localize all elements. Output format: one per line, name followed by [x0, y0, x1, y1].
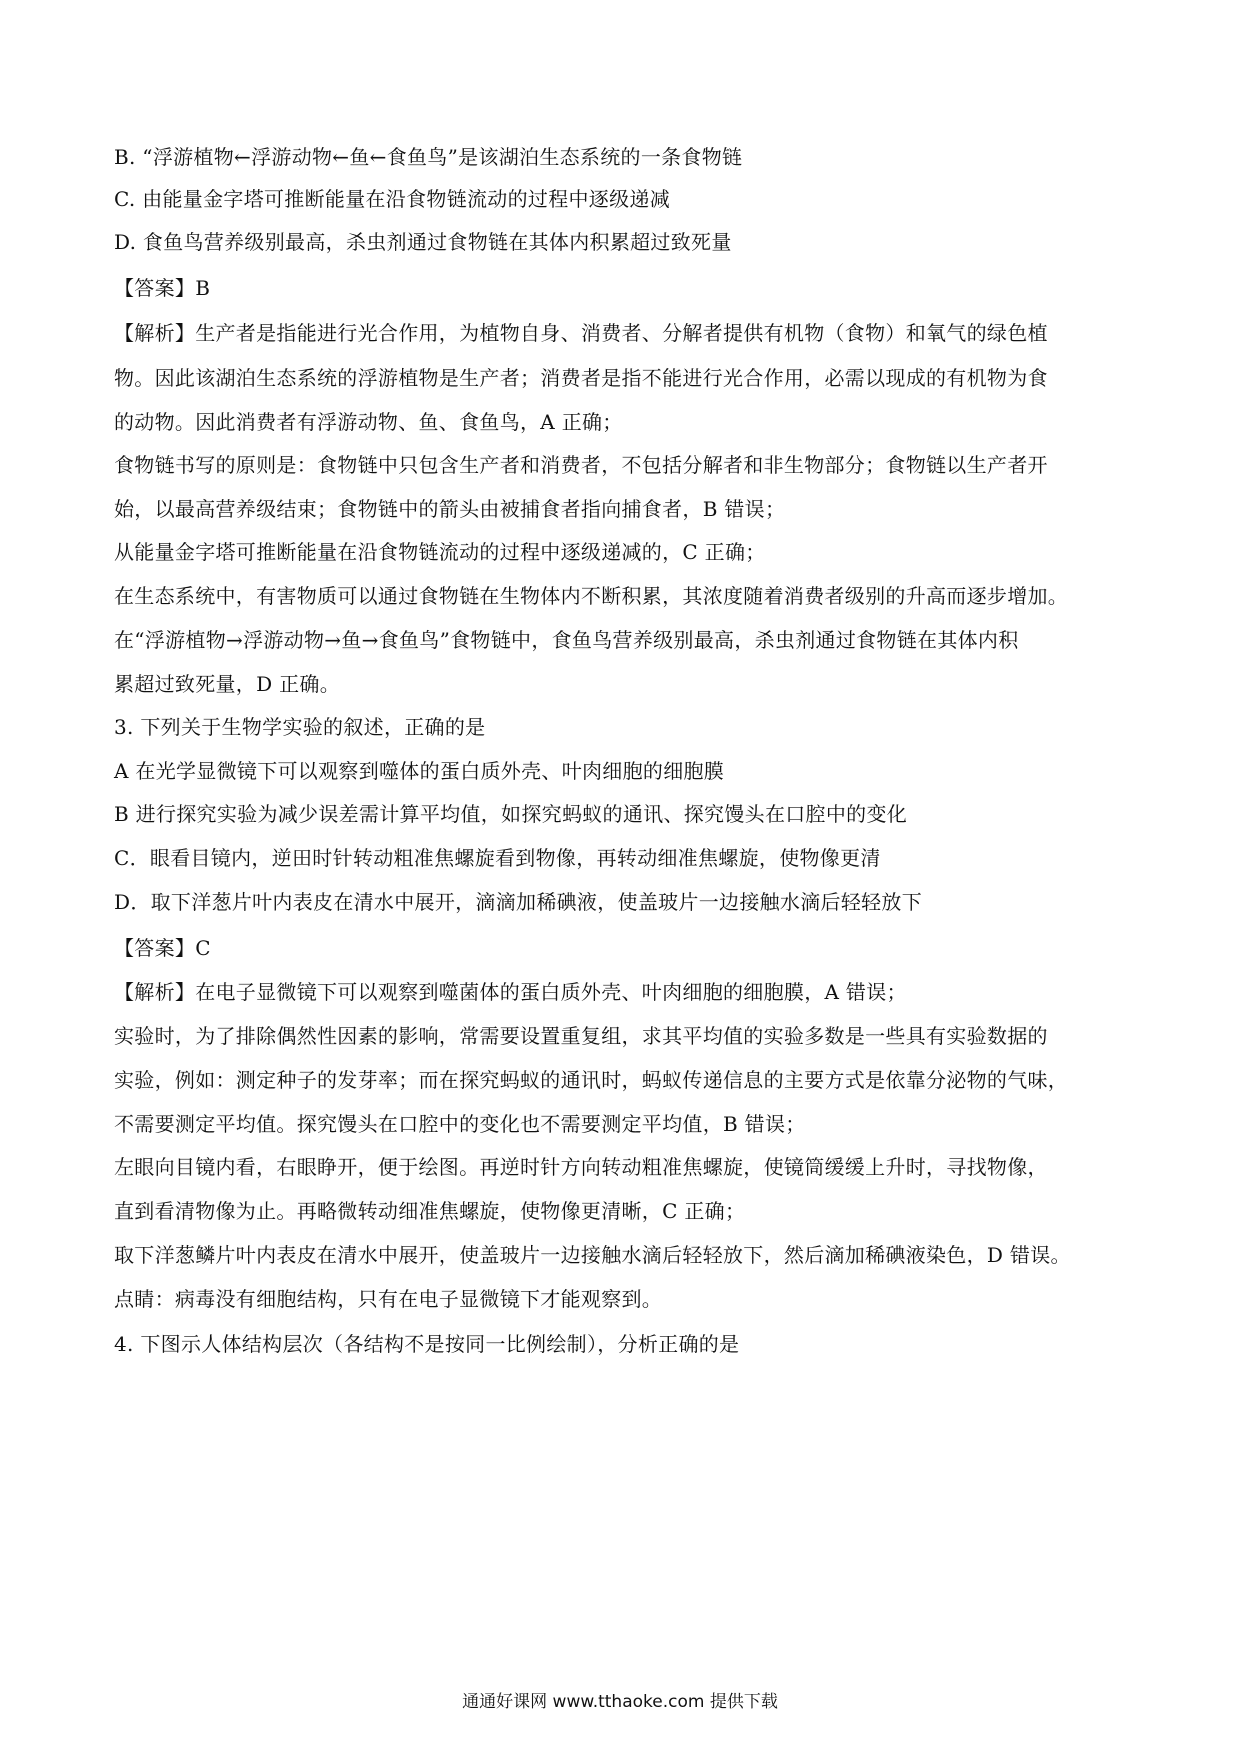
q2-analysis-line: 从能量金字塔可推断能量在沿食物链流动的过程中逐级递减的，C 正确； [114, 540, 766, 564]
q2-analysis-line: 始，以最高营养级结束；食物链中的箭头由被捕食者指向捕食者，B 错误； [114, 497, 786, 521]
q3-analysis-line: 实验，例如：测定种子的发芽率；而在探究蚂蚁的通讯时，蚂蚁传递信息的主要方式是依靠分泌物的气味， [114, 1068, 1069, 1092]
q2-option-b: B. “浮游植物←浮游动物←鱼←食鱼鸟”是该湖泊生态系统的一条食物链 [114, 145, 743, 169]
q3-analysis-line: 点睛：病毒没有细胞结构，只有在电子显微镜下才能观察到。 [114, 1287, 663, 1311]
q2-analysis-line: 的动物。因此消费者有浮游动物、鱼、食鱼鸟，A 正确； [114, 410, 623, 434]
q2-option-d: D. 食鱼鸟营养级别最高，杀虫剂通过食物链在其体内积累超过致死量 [114, 230, 732, 254]
q3-option-a: A 在光学显微镜下可以观察到噬体的蛋白质外壳、叶肉细胞的细胞膜 [114, 759, 725, 783]
q2-analysis-line: 累超过致死量，D 正确。 [114, 672, 340, 696]
q3-stem: 3. 下列关于生物学实验的叙述，正确的是 [114, 715, 486, 739]
q3-option-d: D．取下洋葱片叶内表皮在清水中展开，滴滴加稀碘液，使盖玻片一边接触水滴后轻轻放下 [114, 890, 923, 914]
q2-analysis-line: 在生态系统中，有害物质可以通过食物链在生物体内不断积累，其浓度随着消费者级别的升高而逐步增加。 [114, 584, 1069, 608]
q4-stem: 4. 下图示人体结构层次（各结构不是按同一比例绘制），分析正确的是 [114, 1332, 740, 1356]
q3-option-c: C．眼看目镜内，逆田时针转动粗准焦螺旋看到物像，再转动细准焦螺旋，使物像更清 [114, 846, 881, 870]
q3-analysis-line: 实验时，为了排除偶然性因素的影响，常需要设置重复组，求其平均值的实验多数是一些具有实验数据的 [114, 1024, 1048, 1048]
page-footer: 通通好课网 www.tthaoke.com 提供下载 [462, 1692, 778, 1712]
q2-analysis-line: 物。因此该湖泊生态系统的浮游植物是生产者；消费者是指不能进行光合作用，必需以现成的有机物为食 [114, 366, 1048, 390]
q3-analysis-line: 【解析】在电子显微镜下可以观察到噬菌体的蛋白质外壳、叶肉细胞的细胞膜，A 错误； [114, 980, 907, 1004]
q3-analysis-line: 左眼向目镜内看，右眼睁开，便于绘图。再逆时针方向转动粗准焦螺旋，使镜筒缓缓上升时，寻找物像， [114, 1155, 1048, 1179]
q2-analysis-line: 【解析】生产者是指能进行光合作用，为植物自身、消费者、分解者提供有机物（食物）和氧气的绿色植 [114, 321, 1048, 345]
q3-answer: 【答案】C [114, 936, 211, 960]
q2-option-c: C. 由能量金字塔可推断能量在沿食物链流动的过程中逐级递减 [114, 187, 671, 211]
q3-analysis-line: 直到看清物像为止。再略微转动细准焦螺旋，使物像更清晰，C 正确； [114, 1199, 746, 1223]
q3-analysis-line: 取下洋葱鳞片叶内表皮在清水中展开，使盖玻片一边接触水滴后轻轻放下，然后滴加稀碘液染色，D 错误。 [114, 1243, 1071, 1267]
q2-analysis-line: 在“浮游植物→浮游动物→鱼→食鱼鸟”食物链中，食鱼鸟营养级别最高，杀虫剂通过食物链在其体内积 [114, 628, 1019, 652]
q3-option-b: B 进行探究实验为减少误差需计算平均值，如探究蚂蚁的通讯、探究馒头在口腔中的变化 [114, 802, 908, 826]
q2-answer: 【答案】B [114, 276, 211, 300]
q3-analysis-line: 不需要测定平均值。探究馒头在口腔中的变化也不需要测定平均值，B 错误； [114, 1112, 806, 1136]
q2-analysis-line: 食物链书写的原则是：食物链中只包含生产者和消费者，不包括分解者和非生物部分；食物链以生产者开 [114, 453, 1048, 477]
